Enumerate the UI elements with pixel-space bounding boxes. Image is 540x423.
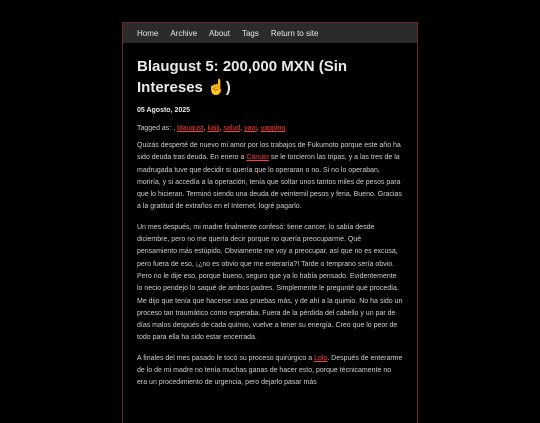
nav-archive[interactable]: Archive: [170, 28, 198, 38]
top-nav: [123, 23, 417, 43]
tag-link[interactable]: blaugust: [177, 125, 204, 132]
paragraph-text: A finales del mes pasado le tocó su proceso quirúrgico a: [137, 354, 315, 362]
blog-frame: [122, 22, 418, 423]
post-title: Blaugust 5: 200,000 MXN (Sin Intereses ☝️): [137, 58, 348, 96]
tag-link[interactable]: yaoi: [244, 125, 257, 132]
tag-link[interactable]: yapping: [260, 125, 286, 132]
paragraph-text: se le torcieron las tripas, y a las tres de la madrugada tuve que decidir si quería que lo operaran o no. Si no lo operaban, moriría, y si accedía a la operación, tenía que soltar unos tantos miles de pesos para que lo hicieran. Terminó siendo una deuda de veintemil pesos y feria. Bueno. Gracias a la gratitud de extraños en el Internet, logré pagarlo.: [137, 154, 402, 211]
paragraph-1: [137, 140, 403, 214]
lolo-link[interactable]: Lolo: [314, 354, 328, 362]
nav-tags[interactable]: Tags: [241, 28, 259, 38]
paragraph-2: Un mes después, mi madre finalmente confesó: tiene cancer, lo sabía desde diciembre, pero no me quería decir porque no quería preocuparme. Qué pensamiento más estúpido. Obviamente me voy a preocupar, así que no es excusa, pero fuera de eso, ¡¿no es obvio que me enteraría?! Tarde o temprano sería obvio. Pero no le dije eso, porque bueno, seguro que ya lo había pensado. Evidentemente lo necio pendejo lo saqué de ambos padres. Simplemente le pregunté qué procedía. Me dijo que tenía que hacerse unas pruebas más, y de ahí a la quimio. No ha sido un proceso tan traumático como esperaba. Fuera de la pérdida del cabello y un par de días malos después de cada quimio, vuelve a tener su energía. Creo que lo peor de todo para ella ha sido estar encerrada.: [137, 223, 403, 342]
nav-home[interactable]: Home: [137, 28, 159, 38]
tag-link[interactable]: kaiji: [207, 125, 220, 132]
canuto-link[interactable]: Canuto: [246, 154, 269, 162]
tags-label: Tagged as: ,: [137, 125, 176, 132]
paragraph-text: Quizás desperté de nuevo mi amor por los trabajos de Fukumoto porque este año ha sido deuda tras deuda. En enero a: [137, 142, 401, 162]
post-tags: Tagged as: , blaugust, kaiji, salud, yaoi, yapping: [137, 125, 286, 132]
paragraph-text: . Después de enterarme de lo de mi madre no tenía muchas ganas de hacer esto, porque técnicamente no era un procedimiento de urgencia, pero dejarlo pasar más: [137, 354, 403, 387]
post-content: [123, 56, 417, 390]
tag-link[interactable]: salud: [223, 125, 241, 132]
post-date: 05 Agosto, 2025: [137, 107, 191, 114]
paragraph-3: [137, 353, 403, 390]
nav-about[interactable]: About: [209, 28, 230, 38]
nav-return-to-site[interactable]: Return to site: [270, 28, 319, 38]
